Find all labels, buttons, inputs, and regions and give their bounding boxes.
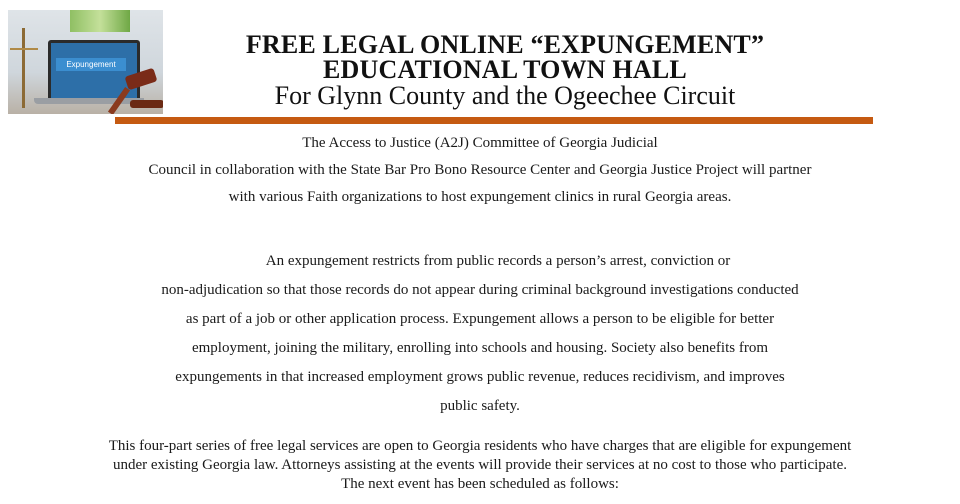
intro-line: The Access to Justice (A2J) Committee of Georgia Judicial bbox=[302, 135, 658, 151]
definition-line: public safety. bbox=[440, 398, 520, 414]
definition-line: employment, joining the military, enrolling into schools and housing. Society also benefits from bbox=[191, 340, 769, 356]
scales-arm bbox=[10, 48, 38, 50]
title-line-2: EDUCATIONAL TOWN HALL bbox=[323, 55, 687, 84]
definition-line: An expungement restricts from public records a person’s arrest, conviction or bbox=[265, 253, 731, 269]
definition-line: as part of a job or other application process. Expungement allows a person to be eligible for better bbox=[185, 311, 775, 327]
series-line: The next event has been scheduled as follows: bbox=[341, 476, 619, 492]
scales-icon bbox=[22, 28, 25, 108]
series-line: under existing Georgia law. Attorneys assisting at the events will provide their services at no cost to those who participate. bbox=[113, 457, 847, 473]
definition-line: expungements in that increased employment grows public revenue, reduces recidivism, and improves bbox=[175, 369, 785, 385]
intro-line: with various Faith organizations to host expungement clinics in rural Georgia areas. bbox=[228, 189, 732, 205]
definition-paragraph bbox=[20, 247, 940, 421]
intro-line: Council in collaboration with the State Bar Pro Bono Resource Center and Georgia Justice Project will partner bbox=[148, 162, 812, 178]
definition-line: non-adjudication so that those records do not appear during criminal background investigations conducted bbox=[161, 282, 799, 298]
title-line-1: FREE LEGAL ONLINE “EXPUNGEMENT” bbox=[245, 30, 765, 59]
title-block bbox=[175, 32, 835, 110]
laptop-base bbox=[34, 98, 144, 104]
window-graphic bbox=[70, 10, 130, 32]
header-divider bbox=[115, 117, 873, 124]
header-image bbox=[8, 10, 163, 114]
series-line: This four-part series of free legal services are open to Georgia residents who have charges that are eligible for expungement bbox=[108, 438, 852, 454]
series-paragraph bbox=[20, 437, 940, 494]
subtitle: For Glynn County and the Ogeechee Circuit bbox=[274, 81, 736, 110]
laptop-screen-label: Expungement bbox=[56, 58, 126, 71]
intro-paragraph bbox=[20, 130, 940, 211]
gavel-block bbox=[130, 100, 163, 108]
